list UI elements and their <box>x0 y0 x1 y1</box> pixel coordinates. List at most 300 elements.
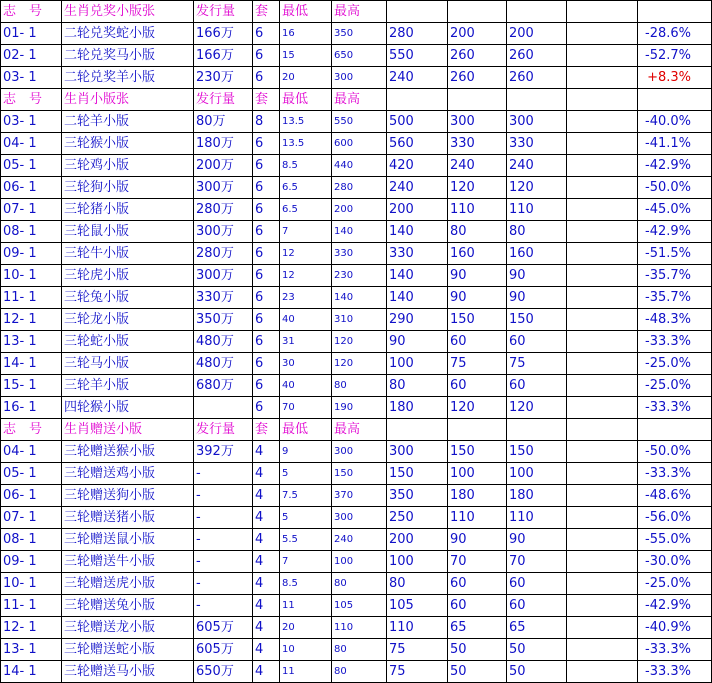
cell-price-c: 180 <box>507 485 567 507</box>
cell-set-count: 6 <box>253 309 280 331</box>
cell-set-count: 6 <box>253 331 280 353</box>
table-row <box>1 287 712 309</box>
cell-change-pct: -33.3% <box>638 331 712 353</box>
cell-price-b: 240 <box>448 155 507 177</box>
cell-issue-quantity: 350万 <box>194 309 253 331</box>
table-row <box>1 67 712 89</box>
cell-issue-quantity: 300万 <box>194 265 253 287</box>
cell-change-pct: -40.0% <box>638 111 712 133</box>
cell-set-count: 6 <box>253 23 280 45</box>
cell-price-b: 330 <box>448 133 507 155</box>
cell-set-count: 6 <box>253 265 280 287</box>
cell-price-c: 65 <box>507 617 567 639</box>
header-cell-set-count: 套 <box>253 419 280 441</box>
cell-set-count: 8 <box>253 111 280 133</box>
header-cell-stamp-id: 志 号 <box>1 89 62 111</box>
cell-set-count: 4 <box>253 617 280 639</box>
cell-stamp-id: 02- 1 <box>1 45 62 67</box>
cell-stamp-id: 07- 1 <box>1 199 62 221</box>
cell-price-a: 330 <box>387 243 448 265</box>
cell-blank-col <box>567 309 638 331</box>
cell-price-b: 90 <box>448 529 507 551</box>
cell-stamp-name: 三轮猴小版 <box>62 133 194 155</box>
cell-price-high: 110 <box>332 617 387 639</box>
cell-change-pct: -51.5% <box>638 243 712 265</box>
cell-stamp-name: 三轮猪小版 <box>62 199 194 221</box>
cell-price-c: 200 <box>507 23 567 45</box>
cell-price-b: 110 <box>448 199 507 221</box>
cell-price-low: 12 <box>280 243 332 265</box>
cell-stamp-name: 三轮赠送猴小版 <box>62 441 194 463</box>
cell-set-count: 4 <box>253 551 280 573</box>
cell-price-high: 310 <box>332 309 387 331</box>
cell-issue-quantity: 605万 <box>194 617 253 639</box>
cell-stamp-id: 08- 1 <box>1 221 62 243</box>
cell-price-low: 23 <box>280 287 332 309</box>
cell-price-low: 40 <box>280 375 332 397</box>
cell-price-high: 120 <box>332 331 387 353</box>
table-row <box>1 441 712 463</box>
cell-stamp-id: 10- 1 <box>1 573 62 595</box>
header-cell-price-low: 最低 <box>280 1 332 23</box>
cell-price-c: 120 <box>507 177 567 199</box>
cell-stamp-name: 三轮赠送猪小版 <box>62 507 194 529</box>
cell-set-count: 6 <box>253 199 280 221</box>
header-cell-stamp-id: 志 号 <box>1 419 62 441</box>
cell-price-high: 300 <box>332 67 387 89</box>
cell-price-high: 280 <box>332 177 387 199</box>
table-row <box>1 463 712 485</box>
cell-price-high: 105 <box>332 595 387 617</box>
header-cell-set-count: 套 <box>253 89 280 111</box>
cell-price-c: 100 <box>507 463 567 485</box>
cell-change-pct: -30.0% <box>638 551 712 573</box>
table-row <box>1 639 712 661</box>
cell-price-c: 110 <box>507 507 567 529</box>
cell-set-count: 4 <box>253 661 280 683</box>
cell-price-c: 60 <box>507 375 567 397</box>
cell-price-low: 70 <box>280 397 332 419</box>
cell-change-pct: -42.9% <box>638 221 712 243</box>
cell-price-low: 8.5 <box>280 573 332 595</box>
cell-price-low: 11 <box>280 661 332 683</box>
cell-stamp-id: 13- 1 <box>1 331 62 353</box>
header-cell-price-high: 最高 <box>332 419 387 441</box>
cell-price-high: 600 <box>332 133 387 155</box>
cell-stamp-id: 15- 1 <box>1 375 62 397</box>
cell-stamp-name: 三轮鼠小版 <box>62 221 194 243</box>
cell-set-count: 4 <box>253 639 280 661</box>
cell-change-pct: -52.7% <box>638 45 712 67</box>
header-cell-blank-col <box>567 419 638 441</box>
cell-blank-col <box>567 243 638 265</box>
cell-price-low: 16 <box>280 23 332 45</box>
cell-price-high: 80 <box>332 639 387 661</box>
table-row <box>1 551 712 573</box>
cell-price-a: 240 <box>387 177 448 199</box>
table-row <box>1 375 712 397</box>
cell-change-pct: -55.0% <box>638 529 712 551</box>
cell-stamp-name: 三轮赠送龙小版 <box>62 617 194 639</box>
cell-issue-quantity: 280万 <box>194 243 253 265</box>
cell-price-high: 100 <box>332 551 387 573</box>
cell-blank-col <box>567 507 638 529</box>
cell-stamp-id: 09- 1 <box>1 243 62 265</box>
cell-stamp-id: 10- 1 <box>1 265 62 287</box>
table-row <box>1 265 712 287</box>
table-row <box>1 507 712 529</box>
table-row <box>1 397 712 419</box>
cell-stamp-id: 16- 1 <box>1 397 62 419</box>
cell-price-high: 650 <box>332 45 387 67</box>
cell-price-c: 330 <box>507 133 567 155</box>
header-cell-stamp-name: 生肖赠送小版 <box>62 419 194 441</box>
cell-price-high: 120 <box>332 353 387 375</box>
cell-blank-col <box>567 397 638 419</box>
cell-stamp-id: 13- 1 <box>1 639 62 661</box>
cell-price-c: 240 <box>507 155 567 177</box>
cell-stamp-name: 三轮赠送马小版 <box>62 661 194 683</box>
cell-price-high: 150 <box>332 463 387 485</box>
header-cell-change-pct <box>638 1 712 23</box>
cell-price-c: 50 <box>507 639 567 661</box>
cell-price-b: 150 <box>448 441 507 463</box>
cell-price-b: 60 <box>448 573 507 595</box>
cell-stamp-id: 12- 1 <box>1 309 62 331</box>
cell-stamp-id: 14- 1 <box>1 353 62 375</box>
cell-price-a: 100 <box>387 353 448 375</box>
table-row <box>1 595 712 617</box>
cell-blank-col <box>567 639 638 661</box>
cell-price-low: 20 <box>280 617 332 639</box>
cell-blank-col <box>567 67 638 89</box>
cell-price-low: 12 <box>280 265 332 287</box>
cell-stamp-name: 三轮牛小版 <box>62 243 194 265</box>
header-cell-stamp-name: 生肖兑奖小版张 <box>62 1 194 23</box>
cell-price-b: 120 <box>448 177 507 199</box>
table-row <box>1 485 712 507</box>
header-cell-price-low: 最低 <box>280 89 332 111</box>
header-cell-price-c <box>507 419 567 441</box>
cell-set-count: 6 <box>253 177 280 199</box>
header-cell-price-a <box>387 419 448 441</box>
cell-blank-col <box>567 111 638 133</box>
cell-set-count: 6 <box>253 353 280 375</box>
cell-stamp-name: 三轮鸡小版 <box>62 155 194 177</box>
header-cell-price-high: 最高 <box>332 1 387 23</box>
section-header-row <box>1 1 712 23</box>
cell-price-a: 180 <box>387 397 448 419</box>
cell-stamp-id: 04- 1 <box>1 441 62 463</box>
cell-change-pct: -25.0% <box>638 353 712 375</box>
cell-set-count: 4 <box>253 595 280 617</box>
cell-change-pct: -25.0% <box>638 375 712 397</box>
cell-stamp-name: 三轮赠送鼠小版 <box>62 529 194 551</box>
table-row <box>1 177 712 199</box>
cell-price-b: 150 <box>448 309 507 331</box>
cell-issue-quantity: 480万 <box>194 331 253 353</box>
cell-change-pct: -42.9% <box>638 595 712 617</box>
cell-price-low: 20 <box>280 67 332 89</box>
cell-change-pct: -42.9% <box>638 155 712 177</box>
cell-blank-col <box>567 529 638 551</box>
cell-change-pct: -33.3% <box>638 639 712 661</box>
cell-price-high: 370 <box>332 485 387 507</box>
cell-set-count: 4 <box>253 441 280 463</box>
cell-price-a: 290 <box>387 309 448 331</box>
cell-price-high: 230 <box>332 265 387 287</box>
header-cell-issue-quantity: 发行量 <box>194 419 253 441</box>
cell-price-b: 180 <box>448 485 507 507</box>
cell-blank-col <box>567 463 638 485</box>
cell-blank-col <box>567 265 638 287</box>
cell-price-a: 140 <box>387 287 448 309</box>
table-row <box>1 573 712 595</box>
cell-price-b: 120 <box>448 397 507 419</box>
cell-stamp-name: 三轮兔小版 <box>62 287 194 309</box>
cell-change-pct: -35.7% <box>638 265 712 287</box>
header-cell-price-b <box>448 89 507 111</box>
cell-issue-quantity: - <box>194 507 253 529</box>
cell-set-count: 6 <box>253 221 280 243</box>
cell-issue-quantity: - <box>194 529 253 551</box>
header-cell-price-c <box>507 89 567 111</box>
table-row <box>1 243 712 265</box>
cell-set-count: 6 <box>253 45 280 67</box>
cell-price-high: 190 <box>332 397 387 419</box>
cell-price-a: 300 <box>387 441 448 463</box>
cell-price-a: 550 <box>387 45 448 67</box>
cell-change-pct: -40.9% <box>638 617 712 639</box>
cell-issue-quantity: 480万 <box>194 353 253 375</box>
cell-price-a: 200 <box>387 529 448 551</box>
cell-stamp-name: 三轮蛇小版 <box>62 331 194 353</box>
cell-price-a: 110 <box>387 617 448 639</box>
cell-set-count: 4 <box>253 529 280 551</box>
header-cell-set-count: 套 <box>253 1 280 23</box>
cell-change-pct: -33.3% <box>638 661 712 683</box>
cell-price-low: 5.5 <box>280 529 332 551</box>
cell-price-a: 500 <box>387 111 448 133</box>
cell-price-low: 40 <box>280 309 332 331</box>
cell-price-low: 5 <box>280 463 332 485</box>
cell-stamp-name: 三轮赠送兔小版 <box>62 595 194 617</box>
table-row <box>1 529 712 551</box>
cell-change-pct: -56.0% <box>638 507 712 529</box>
cell-stamp-name: 三轮虎小版 <box>62 265 194 287</box>
cell-change-pct: -35.7% <box>638 287 712 309</box>
cell-stamp-id: 06- 1 <box>1 485 62 507</box>
cell-price-high: 300 <box>332 441 387 463</box>
cell-blank-col <box>567 133 638 155</box>
cell-stamp-id: 11- 1 <box>1 287 62 309</box>
header-cell-price-b <box>448 1 507 23</box>
header-cell-change-pct <box>638 419 712 441</box>
table-row <box>1 45 712 67</box>
cell-stamp-name: 二轮兑奖蛇小版 <box>62 23 194 45</box>
cell-price-a: 240 <box>387 67 448 89</box>
cell-price-high: 330 <box>332 243 387 265</box>
cell-price-low: 11 <box>280 595 332 617</box>
cell-price-b: 160 <box>448 243 507 265</box>
section-header-row <box>1 419 712 441</box>
cell-stamp-name: 二轮兑奖羊小版 <box>62 67 194 89</box>
cell-issue-quantity: 230万 <box>194 67 253 89</box>
cell-price-c: 70 <box>507 551 567 573</box>
cell-price-high: 350 <box>332 23 387 45</box>
cell-set-count: 4 <box>253 573 280 595</box>
header-cell-change-pct <box>638 89 712 111</box>
cell-set-count: 6 <box>253 375 280 397</box>
table-row <box>1 617 712 639</box>
cell-set-count: 6 <box>253 133 280 155</box>
cell-price-low: 15 <box>280 45 332 67</box>
cell-change-pct: -50.0% <box>638 177 712 199</box>
cell-price-c: 260 <box>507 67 567 89</box>
cell-blank-col <box>567 221 638 243</box>
cell-price-high: 550 <box>332 111 387 133</box>
cell-price-low: 13.5 <box>280 111 332 133</box>
table-row <box>1 309 712 331</box>
header-cell-stamp-id: 志 号 <box>1 1 62 23</box>
cell-blank-col <box>567 331 638 353</box>
cell-price-c: 150 <box>507 309 567 331</box>
cell-price-b: 110 <box>448 507 507 529</box>
cell-issue-quantity: 392万 <box>194 441 253 463</box>
cell-issue-quantity: 300万 <box>194 177 253 199</box>
cell-stamp-name: 三轮狗小版 <box>62 177 194 199</box>
header-cell-price-low: 最低 <box>280 419 332 441</box>
cell-price-b: 70 <box>448 551 507 573</box>
cell-price-high: 140 <box>332 287 387 309</box>
cell-price-high: 140 <box>332 221 387 243</box>
cell-price-low: 5 <box>280 507 332 529</box>
cell-set-count: 6 <box>253 155 280 177</box>
cell-price-c: 110 <box>507 199 567 221</box>
cell-issue-quantity: 330万 <box>194 287 253 309</box>
cell-price-c: 300 <box>507 111 567 133</box>
table-row <box>1 133 712 155</box>
cell-stamp-id: 01- 1 <box>1 23 62 45</box>
cell-price-c: 90 <box>507 287 567 309</box>
cell-stamp-id: 11- 1 <box>1 595 62 617</box>
cell-price-a: 140 <box>387 221 448 243</box>
cell-price-c: 260 <box>507 45 567 67</box>
cell-set-count: 6 <box>253 243 280 265</box>
cell-stamp-name: 三轮赠送狗小版 <box>62 485 194 507</box>
cell-change-pct: -28.6% <box>638 23 712 45</box>
cell-stamp-id: 05- 1 <box>1 155 62 177</box>
cell-price-b: 260 <box>448 67 507 89</box>
cell-blank-col <box>567 485 638 507</box>
header-cell-price-high: 最高 <box>332 89 387 111</box>
cell-price-low: 13.5 <box>280 133 332 155</box>
cell-price-c: 90 <box>507 529 567 551</box>
cell-price-low: 8.5 <box>280 155 332 177</box>
cell-price-a: 100 <box>387 551 448 573</box>
cell-price-low: 7.5 <box>280 485 332 507</box>
cell-price-b: 200 <box>448 23 507 45</box>
cell-stamp-name: 四轮猴小版 <box>62 397 194 419</box>
cell-stamp-name: 三轮羊小版 <box>62 375 194 397</box>
section-header-row <box>1 89 712 111</box>
cell-price-low: 31 <box>280 331 332 353</box>
cell-stamp-id: 06- 1 <box>1 177 62 199</box>
cell-price-c: 150 <box>507 441 567 463</box>
cell-issue-quantity: 166万 <box>194 45 253 67</box>
cell-blank-col <box>567 199 638 221</box>
cell-stamp-id: 07- 1 <box>1 507 62 529</box>
cell-stamp-name: 二轮羊小版 <box>62 111 194 133</box>
cell-stamp-id: 03- 1 <box>1 67 62 89</box>
cell-price-a: 75 <box>387 661 448 683</box>
cell-price-b: 90 <box>448 265 507 287</box>
table-row <box>1 111 712 133</box>
cell-price-c: 60 <box>507 331 567 353</box>
cell-change-pct: -50.0% <box>638 441 712 463</box>
cell-price-b: 50 <box>448 661 507 683</box>
cell-price-a: 140 <box>387 265 448 287</box>
cell-price-a: 80 <box>387 573 448 595</box>
cell-price-low: 10 <box>280 639 332 661</box>
header-cell-price-a <box>387 1 448 23</box>
cell-issue-quantity: 680万 <box>194 375 253 397</box>
cell-blank-col <box>567 155 638 177</box>
cell-price-b: 60 <box>448 331 507 353</box>
cell-stamp-name: 二轮兑奖马小版 <box>62 45 194 67</box>
cell-price-c: 60 <box>507 595 567 617</box>
cell-stamp-id: 04- 1 <box>1 133 62 155</box>
cell-stamp-id: 09- 1 <box>1 551 62 573</box>
cell-price-a: 420 <box>387 155 448 177</box>
table-row <box>1 221 712 243</box>
cell-stamp-name: 三轮赠送鸡小版 <box>62 463 194 485</box>
cell-stamp-id: 05- 1 <box>1 463 62 485</box>
cell-price-c: 50 <box>507 661 567 683</box>
cell-issue-quantity: 180万 <box>194 133 253 155</box>
cell-set-count: 6 <box>253 287 280 309</box>
cell-issue-quantity: - <box>194 573 253 595</box>
cell-price-a: 250 <box>387 507 448 529</box>
cell-price-b: 65 <box>448 617 507 639</box>
cell-price-high: 80 <box>332 573 387 595</box>
cell-issue-quantity: 280万 <box>194 199 253 221</box>
header-cell-stamp-name: 生肖小版张 <box>62 89 194 111</box>
cell-price-b: 260 <box>448 45 507 67</box>
table-row <box>1 331 712 353</box>
cell-price-b: 90 <box>448 287 507 309</box>
cell-price-b: 60 <box>448 595 507 617</box>
cell-issue-quantity: 605万 <box>194 639 253 661</box>
cell-issue-quantity: 650万 <box>194 661 253 683</box>
cell-price-a: 200 <box>387 199 448 221</box>
table-row <box>1 23 712 45</box>
cell-price-b: 300 <box>448 111 507 133</box>
cell-price-low: 6.5 <box>280 199 332 221</box>
cell-change-pct: -45.0% <box>638 199 712 221</box>
cell-issue-quantity <box>194 397 253 419</box>
cell-issue-quantity: - <box>194 551 253 573</box>
table-row <box>1 353 712 375</box>
cell-issue-quantity: 166万 <box>194 23 253 45</box>
cell-price-a: 560 <box>387 133 448 155</box>
cell-price-b: 100 <box>448 463 507 485</box>
cell-stamp-name: 三轮赠送蛇小版 <box>62 639 194 661</box>
cell-price-b: 80 <box>448 221 507 243</box>
cell-price-low: 7 <box>280 221 332 243</box>
cell-issue-quantity: 300万 <box>194 221 253 243</box>
cell-price-low: 7 <box>280 551 332 573</box>
